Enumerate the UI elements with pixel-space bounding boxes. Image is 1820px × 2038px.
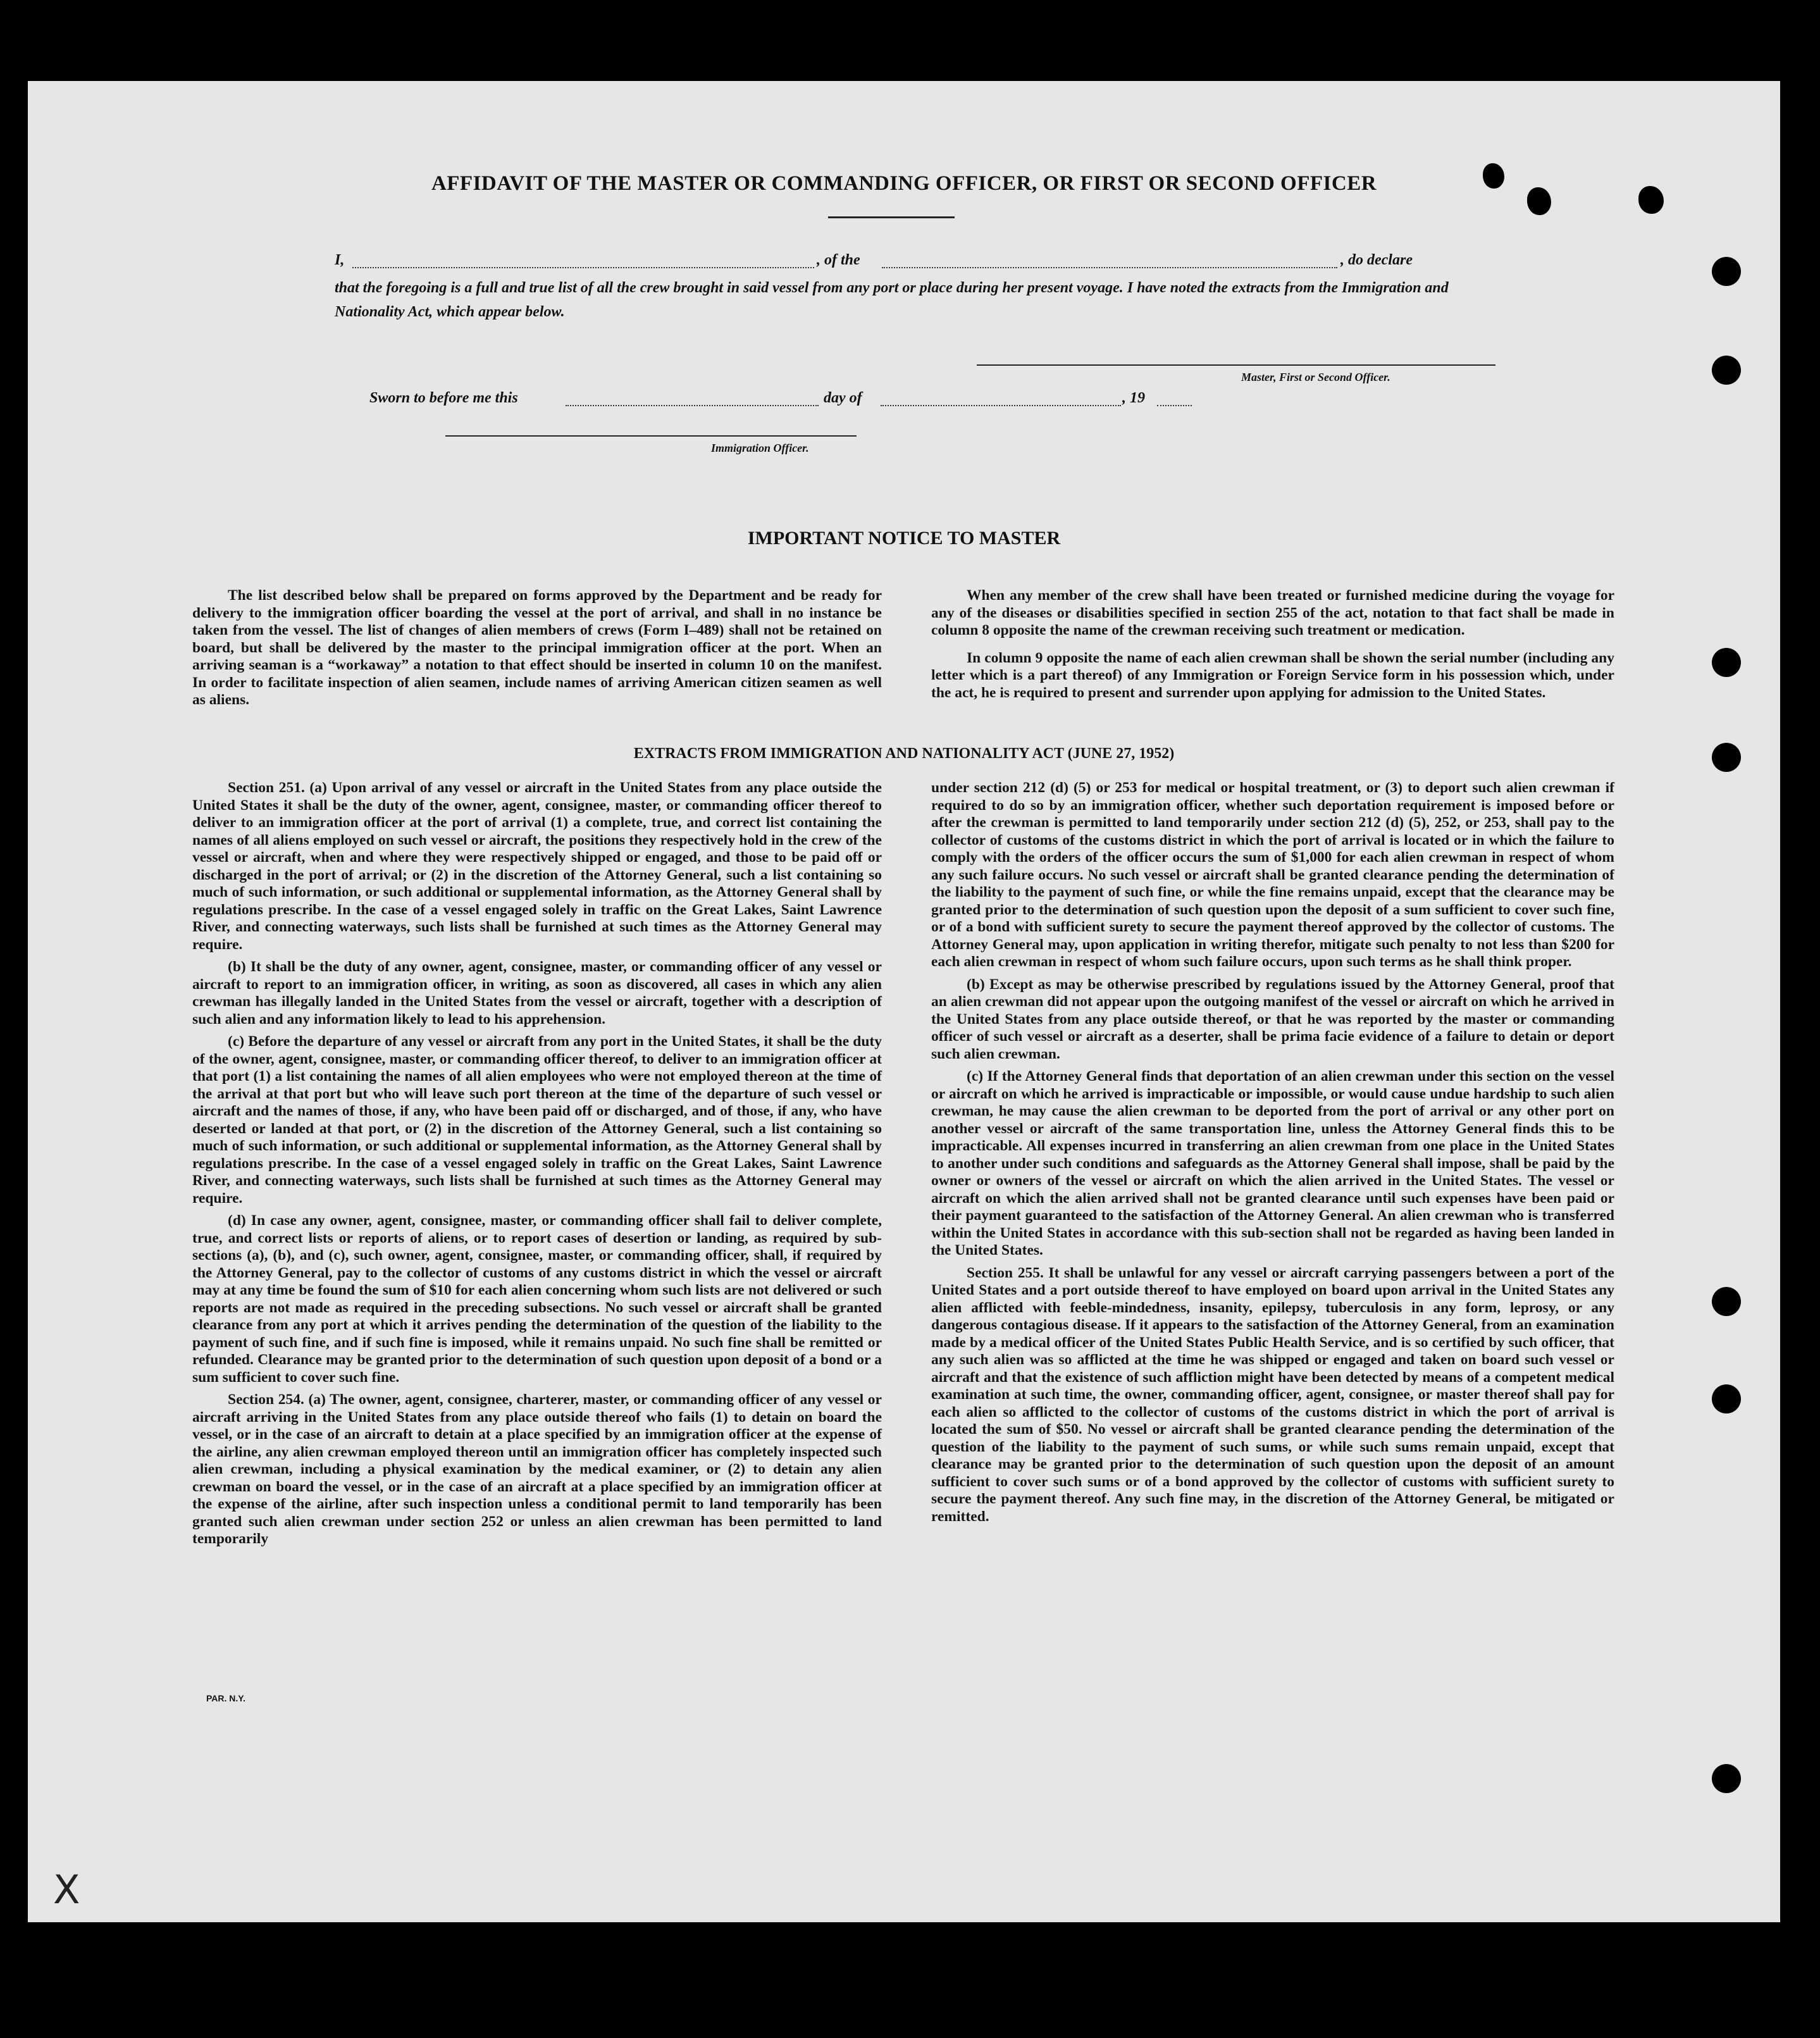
of-the-label: , of the [817,252,860,268]
act-paragraph: (b) Except as may be otherwise prescribed by regulations issued by the Attorney General, proof that an alien crewman did not appear upon the outgoing manifest of the vessel or aircraft on which he arrived in the United States from any place outside thereof, or that he was reported by the master or commanding officer of such vessel or aircraft as a deserter, shall be prima facie evidence of a failure to detain or deport such alien crewman. [931,976,1614,1062]
act-paragraph: Section 255. It shall be unlawful for any vessel or aircraft carrying passengers between a port of the United States and a port outside thereof to have employed on board upon arrival in the United States any alien afflicted with feeble-mindedness, insanity, epilepsy, tuberculosis in any form, leprosy, or any dangerous contagious disease. If it appears to the satisfaction of the Attorney General, from an examination made by a medical officer of the United States Public Health Service, and is so certified by such officer, that any such alien was so afflicted at the time he was shipped or engaged and taken on board such vessel or aircraft and that the existence of such affliction might have been detected by means of a competent medical examination at such time, the owner, commanding officer, agent, consignee, or master thereof shall pay for each alien so afflicted to the collector of customs of the customs district in which the port of arrival is located the sum of $50. No vessel or aircraft shall be granted clearance pending the determination of the question of the liability to the payment of such sums, or while such sums remain unpaid, except that clearance may be granted prior to the determination of such question upon the deposit of an amount sufficient to cover such sums or of a bond approved by the collector of customs with sufficient surety to secure the payment thereof. Any such fine may, in the discretion of the Attorney General, be mitigated or remitted. [931,1264,1614,1525]
notice-title: IMPORTANT NOTICE TO MASTER [747,528,1061,549]
master-signature-label: Master, First or Second Officer. [1241,371,1390,383]
sworn-prefix: Sworn to before me this [369,390,518,406]
notice-right-column [931,587,1614,712]
sworn-day-label: day of [824,390,862,406]
punch-hole [1712,1764,1741,1793]
act-paragraph: Section 254. (a) The owner, agent, consignee, charterer, master, or commanding officer of any vessel or aircraft arriving in the United States from any place outside thereof who fails (1) to detain on board the vessel, or in the case of an aircraft to detain at a place specified by an immigration officer at the expense of the airline, any alien crewman employed thereon until an immigration officer has completely inspected such alien crewman, including a physical examination by the medical examiner, or (2) to detain any alien crewman on board the vessel, or in the case of an aircraft at a place specified by an immigration officer at the expense of the airline, after such inspection unless a conditional permit to land temporarily has been granted such alien crewman under section 252 or unless an alien crewman has been permitted to land temporarily [192,1391,882,1547]
punch-hole [1712,356,1741,385]
act-paragraph: Section 251. (a) Upon arrival of any vessel or aircraft in the United States from any place outside the United States it shall be the duty of the owner, agent, consignee, master, or commanding officer thereof to deliver to an immigration officer at the port of arrival (1) a complete, true, and correct list containing the names of all aliens employed on such vessel or aircraft, the positions they respectively hold in the crew of the vessel or aircraft, when and where they were respectively shipped or engaged, and those to be paid off or discharged in the port of arrival; or (2) in the discretion of the Attorney General, such a list containing so much of such information, or such additional or supplemental information, as the Attorney General shall by regulations prescribe. In the case of a vessel engaged solely in traffic on the Great Lakes, Saint Lawrence River, and connecting waterways, such lists shall be furnished at such times as the Attorney General may require. [192,780,882,953]
punch-hole [1712,648,1741,677]
vessel-name-field[interactable] [882,254,1337,268]
title-underline [828,216,955,218]
immigration-officer-label: Immigration Officer. [711,442,809,454]
extracts-left-column [192,780,882,1553]
sworn-year-label: , 19 [1122,390,1145,406]
act-paragraph: (d) In case any owner, agent, consignee, master, or commanding officer shall fail to deliver complete, true, and correct lists or reports of aliens, or to report cases of desertion or landing, as required by sub-sections (a), (b), and (c), such owner, agent, consignee, master, or commanding officer, shall, if required by the Attorney General, pay to the collector of customs of any customs district in which the vessel or aircraft may at any time be found the sum of $10 for each alien concerning whom such lists are not delivered or such reports are not made as required in the preceding subsections. No such vessel or aircraft shall be granted clearance from any port at which it arrives pending the determination of the question of the liability to the payment of such fine, and if such fine is imposed, while it remains unpaid. No such fine shall be remitted or refunded. Clearance may be granted prior to the determination of such question upon deposit of a bond or a sum sufficient to cover such fine. [192,1212,882,1386]
punch-hole [1712,257,1741,286]
act-paragraph: (c) Before the departure of any vessel or aircraft from any port in the United States, it shall be the duty of the owner, agent, consignee, master, or commanding officer thereof, to deliver to an immigration officer at that port (1) a list containing the names of all alien employees who were not employed thereon at the time of the arrival at that port but who will leave such port thereon at the time of the departure of such vessel or aircraft and the names of those, if any, who have been paid off or discharged, and of those, if any, who have deserted or landed at that port, or (2) in the discretion of the Attorney General, such a list containing so much of such information, or such additional or supplemental information, as the Attorney General shall by regulations prescribe. In the case of a vessel engaged solely in traffic on the Great Lakes, Saint Lawrence River, and connecting waterways, such lists shall be furnished at such times as the Attorney General may require. [192,1033,882,1207]
extracts-title: EXTRACTS FROM IMMIGRATION AND NATIONALITY ACT (JUNE 27, 1952) [633,745,1175,762]
act-paragraph: under section 212 (d) (5) or 253 for medical or hospital treatment, or (3) to deport such alien crewman if required to do so by an immigration officer, whether such deportation requirement is imposed before or after the crewman is permitted to land temporarily under section 212 (d) (5), 252, or 253, shall pay to the collector of customs of the customs district in which the port of arrival is located or in which the failure to comply with the orders of the officer occurs the sum of $1,000 for each alien crewman in respect of whom any such failure occurs. No such vessel or aircraft shall be granted clearance pending the determination of the liability to the payment of such fine, or while the fine remains unpaid, except that the clearance may be granted prior to the determination of such question upon the deposit of a sum sufficient to cover such fine, or of a bond with sufficient surety to secure the payment thereof approved by the collector of customs. The Attorney General may, upon application in writing therefor, mitigate such penalty to not less than $200 for each alien crewman in respect of whom such failure occurs, upon such terms as he shall think proper. [931,780,1614,970]
printer-mark: PAR. N.Y. [206,1693,245,1703]
extracts-right-column [931,780,1614,1531]
sworn-month-field[interactable] [881,392,1121,406]
document-page [28,81,1780,1922]
notice-right-paragraph: When any member of the crew shall have been treated or furnished medicine during the voyage for any of the diseases or disabilities specified in section 255 of the act, notation to that fact shall be made in column 8 opposite the name of the crewman receiving such treatment or medication. [931,587,1614,638]
declarant-name-field[interactable] [352,254,814,268]
notice-left-paragraph: The list described below shall be prepared on forms approved by the Department and be ready for delivery to the immigration officer boarding the vessel at the port of arrival, and shall in no instance be taken from the vessel. The list of changes of alien members of crews (Form I–489) shall not be retained on board, but shall be delivered by the master to the principal immigration officer at the port. When an arriving seaman is a “workaway” a notation to that effect should be inserted in column 10 on the manifest. In order to facilitate inspection of alien seamen, include names of arriving American citizen seamen as well as aliens. [192,587,882,708]
sworn-year-field[interactable] [1157,392,1192,406]
do-declare-label: , do declare [1340,252,1413,268]
notice-right-paragraph: In column 9 opposite the name of each alien crewman shall be shown the serial number (including any letter which is a part thereof) of any Immigration or Foreign Service form in his possession which, under the act, he is required to present and surrender upon applying for admission to the United States. [931,649,1614,701]
notice-left-column [192,587,882,719]
act-paragraph: (c) If the Attorney General finds that deportation of an alien crewman under this section on the vessel or aircraft on which he arrived is impracticable or impossible, or would cause undue hardship to such alien crewman, he may cause the alien crewman to be deported from the port of arrival or any other port on another vessel or aircraft of the same transportation line, unless the Attorney General finds this to be impracticable. All expenses incurred in transferring an alien crewman from one place in the United States to another under such conditions and safeguards as the Attorney General shall impose, shall be paid by the owner or owners of the vessel or aircraft on which the alien arrived in the United States. The vessel or aircraft on which the alien arrived shall not be granted clearance until such expenses have been paid or their payment guaranteed to the satisfaction of the Attorney General. An alien crewman who is transferred within the United States in accordance with this sub-section shall not be regarded as having been landed in the United States. [931,1068,1614,1258]
declarant-label: I, [335,252,345,268]
sworn-day-field[interactable] [566,392,819,406]
act-paragraph: (b) It shall be the duty of any owner, agent, consignee, master, or commanding officer of any vessel or aircraft to report to an immigration officer, in writing, as soon as discovered, all cases in which any alien crewman has illegally landed in the United States from the vessel or aircraft, together with a description of such alien and any information likely to lead to his apprehension. [192,959,882,1028]
immigration-officer-signature-line[interactable] [445,435,857,437]
master-signature-line[interactable] [977,364,1495,366]
handwritten-mark: X [53,1867,80,1913]
punch-hole [1712,1384,1741,1414]
declaration-statement: that the foregoing is a full and true list of all the crew brought in said vessel from any port or place during her present voyage. I have noted the extracts from the Immigration and Nationality Act, which appear below. [335,280,1449,320]
affidavit-title: AFFIDAVIT OF THE MASTER OR COMMANDING OFFICER, OR FIRST OR SECOND OFFICER [431,172,1377,195]
punch-hole [1712,1287,1741,1316]
